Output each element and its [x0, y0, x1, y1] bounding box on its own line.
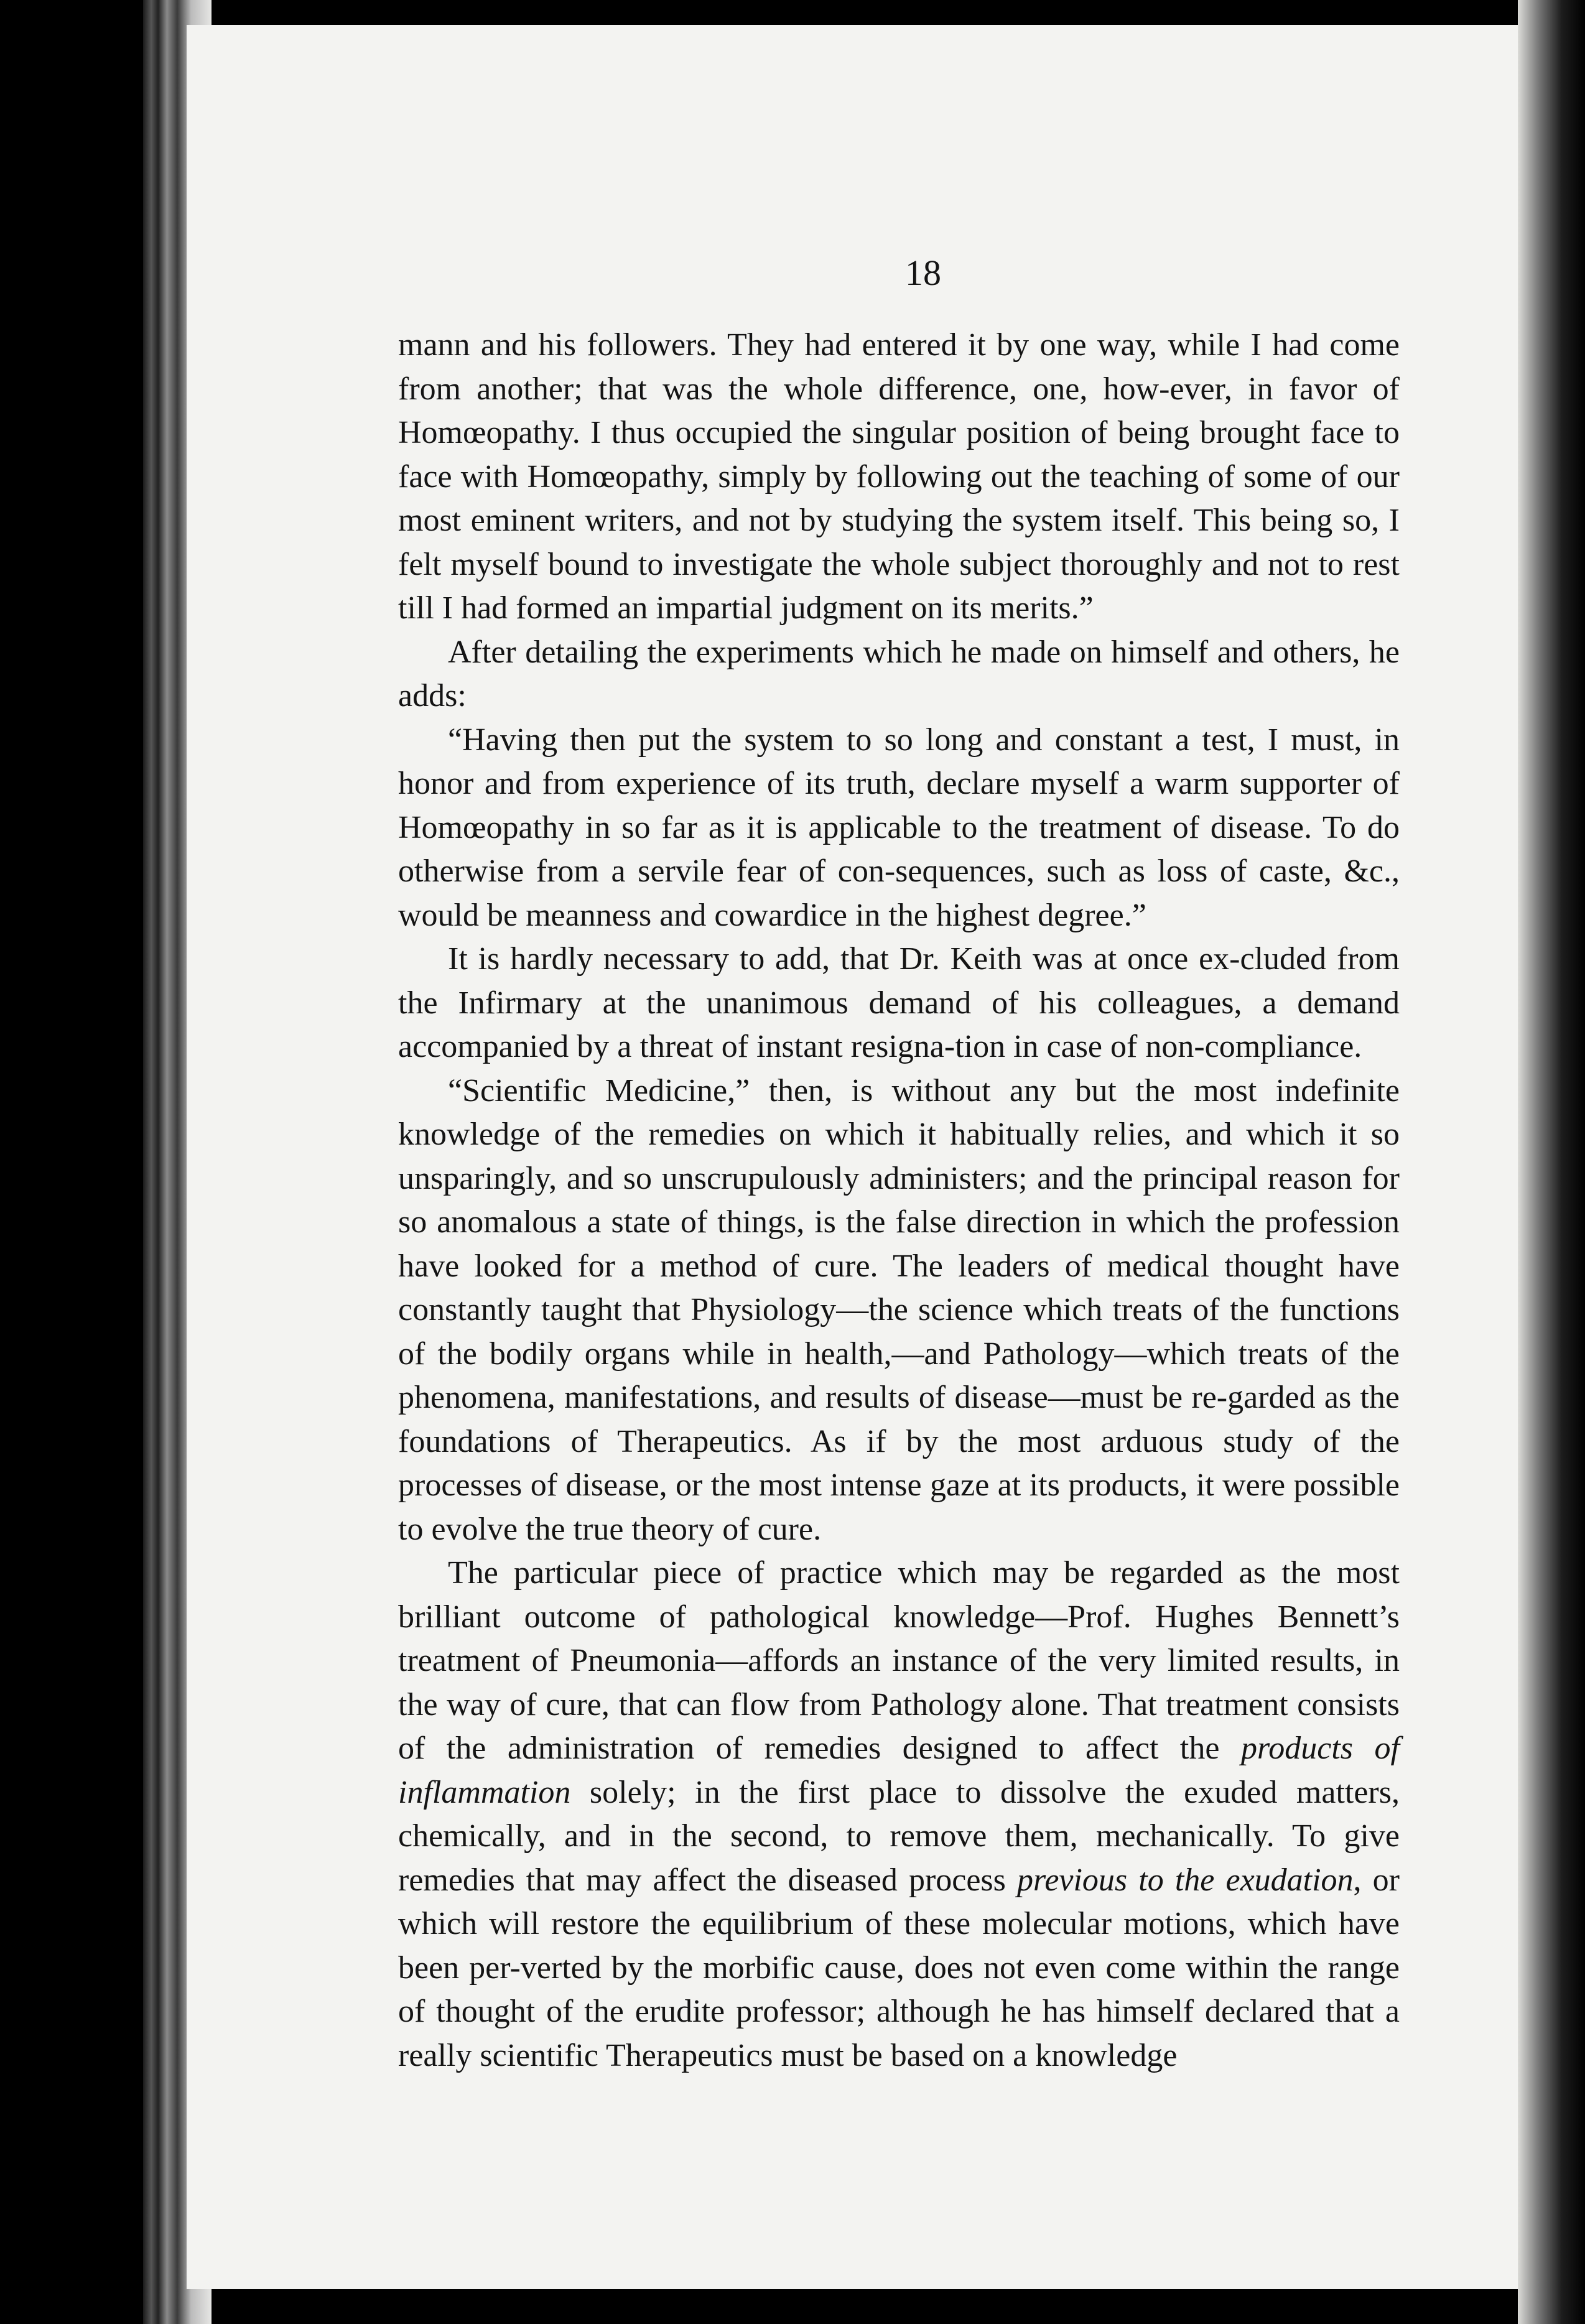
- paragraph-2: After detailing the experiments which he made on himself and others, he adds:: [398, 634, 1400, 713]
- paragraph-6-part-2: solely; in the first place to dissolve the exuded matters, chemically, and in the second, to remove them, mechanically. To give remedies that may affect the diseased process: [398, 1774, 1400, 1898]
- paragraph-5: “Scientific Medicine,” then, is without any but the most indefinite knowledge of the remedies on which it habitually relies, and which it so unsparingly, and so unscrupulously administers; and the principal reason for so anomalous a state of things, is the false direction in which the profession have looked for a method of cure. The leaders of medical thought have constantly taught that Physiology—the science which treats of the functions of the bodily organs while in health,—and Pathology—which treats of the phenomena, manifestations, and results of disease—must be re-garded as the foundations of Therapeutics. As if by the most arduous study of the processes of disease, or the most intense gaze at its products, it were possible to evolve the true theory of cure.: [398, 1072, 1400, 1547]
- paragraph-4: It is hardly necessary to add, that Dr. Keith was at once ex-cluded from the Infirmary at the unanimous demand of his colleagues, a demand accompanied by a threat of instant resigna-tion in case of non-compliance.: [398, 941, 1400, 1064]
- paragraph-6: [398, 1551, 1400, 2078]
- book-page-edge-right: [1518, 0, 1585, 2324]
- body-text: [398, 323, 1400, 2078]
- paragraph-3-quote: “Having then put the system to so long and constant a test, I must, in honor and from experience of its truth, declare myself a warm supporter of Homœopathy in so far as it is applicable to the treatment of disease. To do otherwise from a servile fear of con-sequences, such as loss of caste, &c., would be meanness and cowardice in the highest degree.”: [398, 722, 1400, 933]
- paragraph-1: mann and his followers. They had entered it by one way, while I had come from another; that was the whole difference, one, how-ever, in favor of Homœopathy. I thus occupied the singular position of being brought face to face with Homœopathy, simply by following out the teaching of some of our most eminent writers, and not by studying the system itself. This being so, I felt myself bound to investigate the whole subject thoroughly and not to rest till I had formed an impartial judgment on its merits.”: [398, 327, 1400, 626]
- paragraph-6-italic-2: previous to the exudation: [1017, 1862, 1354, 1898]
- paragraph-6-italic-1: products of inflammation: [398, 1731, 1400, 1810]
- paragraph-6-part-3: , or which will restore the equilibrium of these molecular motions, which have been per-verted by the morbific cause, does not even come within the range of thought of the erudite professor; although he has himself declared that a really scientific Therapeutics must be based on a knowledge: [398, 1862, 1400, 2073]
- paragraph-6-part-1: The particular piece of practice which may be regarded as the most brilliant outcome of pathological knowledge—Prof. Hughes Bennett’s treatment of Pneumonia—affords an instance of the very limited results, in the way of cure, that can flow from Pathology alone. That treatment consists of the administration of remedies designed to affect the: [398, 1555, 1400, 1766]
- page-number: 18: [905, 253, 941, 293]
